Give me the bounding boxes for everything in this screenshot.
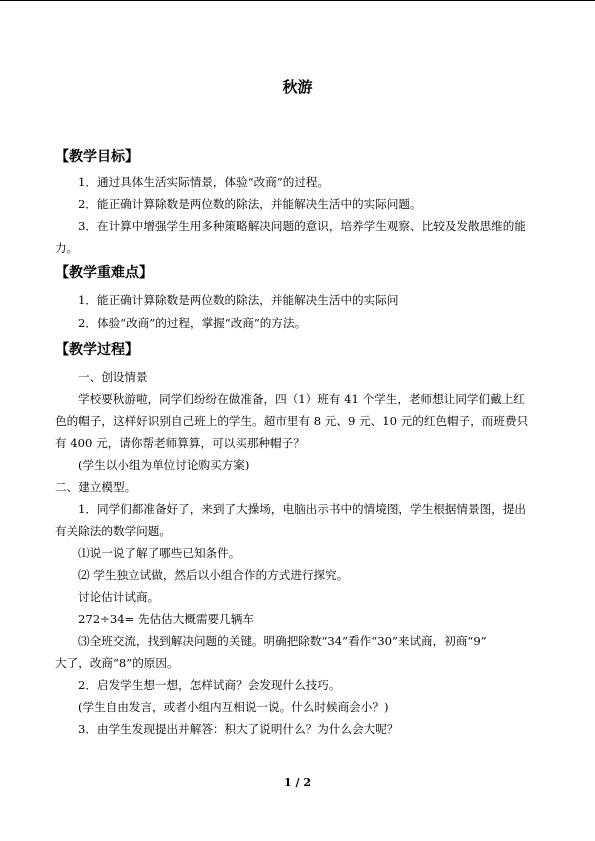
process-line-9: ⑴说一说了解了哪些已知条件。 xyxy=(78,546,241,560)
key-point-2: 2．体验“改商”的过程，掌握“改商”的方法。 xyxy=(78,316,307,330)
process-line-1: 一、创设情景 xyxy=(78,370,148,384)
header-rule xyxy=(0,0,595,1)
goal-item-3-cont: 力。 xyxy=(55,241,79,255)
goal-item-1: 1．通过具体生活实际情景，体验“改商”的过程。 xyxy=(78,175,330,189)
goals-heading: 【教学目标】 xyxy=(55,149,139,165)
goal-item-3: 3．在计算中增强学生用多种策略解决问题的意识，培养学生观察、比较及发散思维的能 xyxy=(78,219,526,233)
process-line-15: 2．启发学生想一想，怎样试商？会发现什么技巧。 xyxy=(78,678,341,692)
process-line-8: 有关除法的数学问题。 xyxy=(55,524,171,538)
process-line-13: ⑶全班交流，找到解决问题的关键。明确把除数“34”看作“30”来试商，初商“9” xyxy=(78,634,487,648)
goal-item-2: 2．能正确计算除数是两位数的除法，并能解决生活中的实际问题。 xyxy=(78,197,422,211)
key-points-heading: 【教学重难点】 xyxy=(55,265,153,281)
process-line-16: (学生自由发言，或者小组内互相说一说。什么时候商会小？) xyxy=(78,700,389,714)
process-line-5: (学生以小组为单位讨论购买方案) xyxy=(78,458,250,472)
process-line-6: 二、建立模型。 xyxy=(55,480,137,494)
process-line-14: 大了，改商“8”的原因。 xyxy=(55,656,179,670)
process-line-4: 有 400 元，请你帮老师算算，可以买那种帽子？ xyxy=(55,436,305,450)
process-line-2: 学校要秋游啦，同学们纷纷在做准备，四（1）班有 41 个学生，老师想让同学们戴上红 xyxy=(78,392,525,406)
process-line-10: ⑵ 学生独立试做，然后以小组合作的方式进行探究。 xyxy=(78,568,349,582)
process-line-17: 3．由学生发现提出并解答：积大了说明什么？为什么会大呢？ xyxy=(78,722,399,736)
key-point-1: 1．能正确计算除数是两位数的除法，并能解决生活中的实际问 xyxy=(78,293,399,307)
process-line-3: 色的帽子，这样好识别自己班上的学生。超市里有 8 元、9 元、10 元的红色帽子，而班费只 xyxy=(55,414,529,428)
process-line-12: 272÷34= 先估估大概需要几辆车 xyxy=(78,612,254,626)
process-line-7: 1．同学们都准备好了，来到了大操场，电脑出示书中的情境图，学生根据情景图，提出 xyxy=(78,502,526,516)
page-number: 1 / 2 xyxy=(284,776,311,789)
process-heading: 【教学过程】 xyxy=(55,342,139,358)
process-line-11: 讨论估计试商。 xyxy=(78,590,160,604)
document-title: 秋游 xyxy=(282,78,313,96)
